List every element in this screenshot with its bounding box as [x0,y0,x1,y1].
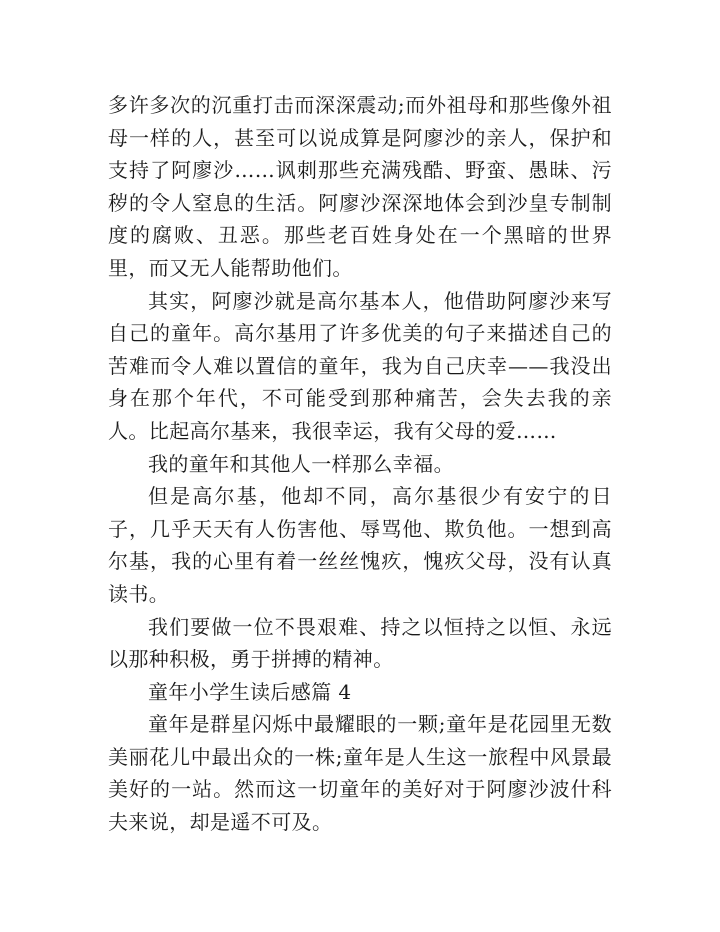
paragraph-4: 但是高尔基，他却不同，高尔基很少有安宁的日子，几乎天天有人伤害他、辱骂他、欺负他。一想到高尔基，我的心里有着一丝丝愧疚，愧疚父母，没有认真读书。 [108,484,612,606]
paragraph-2: 其实，阿廖沙就是高尔基本人，他借助阿廖沙来写自己的童年。高尔基用了许多优美的句子来描述自己的苦难而令人难以置信的童年，我为自己庆幸——我没出身在那个年代，不可能受到那种痛苦，会失去我的亲人。比起高尔基来，我很幸运，我有父母的爱…… [108,288,612,443]
section-heading: 童年小学生读后感篇 4 [148,679,352,704]
paragraph-3: 我的童年和其他人一样那么幸福。 [148,451,454,476]
document-body [108,89,612,839]
paragraph-6: 童年是群星闪烁中最耀眼的一颗;童年是花园里无数美丽花儿中最出众的一株;童年是人生这一旅程中风景最美好的一站。然而这一切童年的美好对于阿廖沙波什科夫来说，却是遥不可及。 [108,712,612,835]
paragraph-1: 多许多次的沉重打击而深深震动;而外祖母和那些像外祖母一样的人，甚至可以说成算是阿廖沙的亲人，保护和支持了阿廖沙……讽刺那些充满残酷、野蛮、愚昧、污秽的令人窒息的生活。阿廖沙深深地体会到沙皇专制制度的腐败、丑恶。那些老百姓身处在一个黑暗的世界里，而又无人能帮助他们。 [108,93,612,280]
paragraph-5: 我们要做一位不畏艰难、持之以恒持之以恒、永远以那种积极，勇于拼搏的精神。 [108,614,612,672]
